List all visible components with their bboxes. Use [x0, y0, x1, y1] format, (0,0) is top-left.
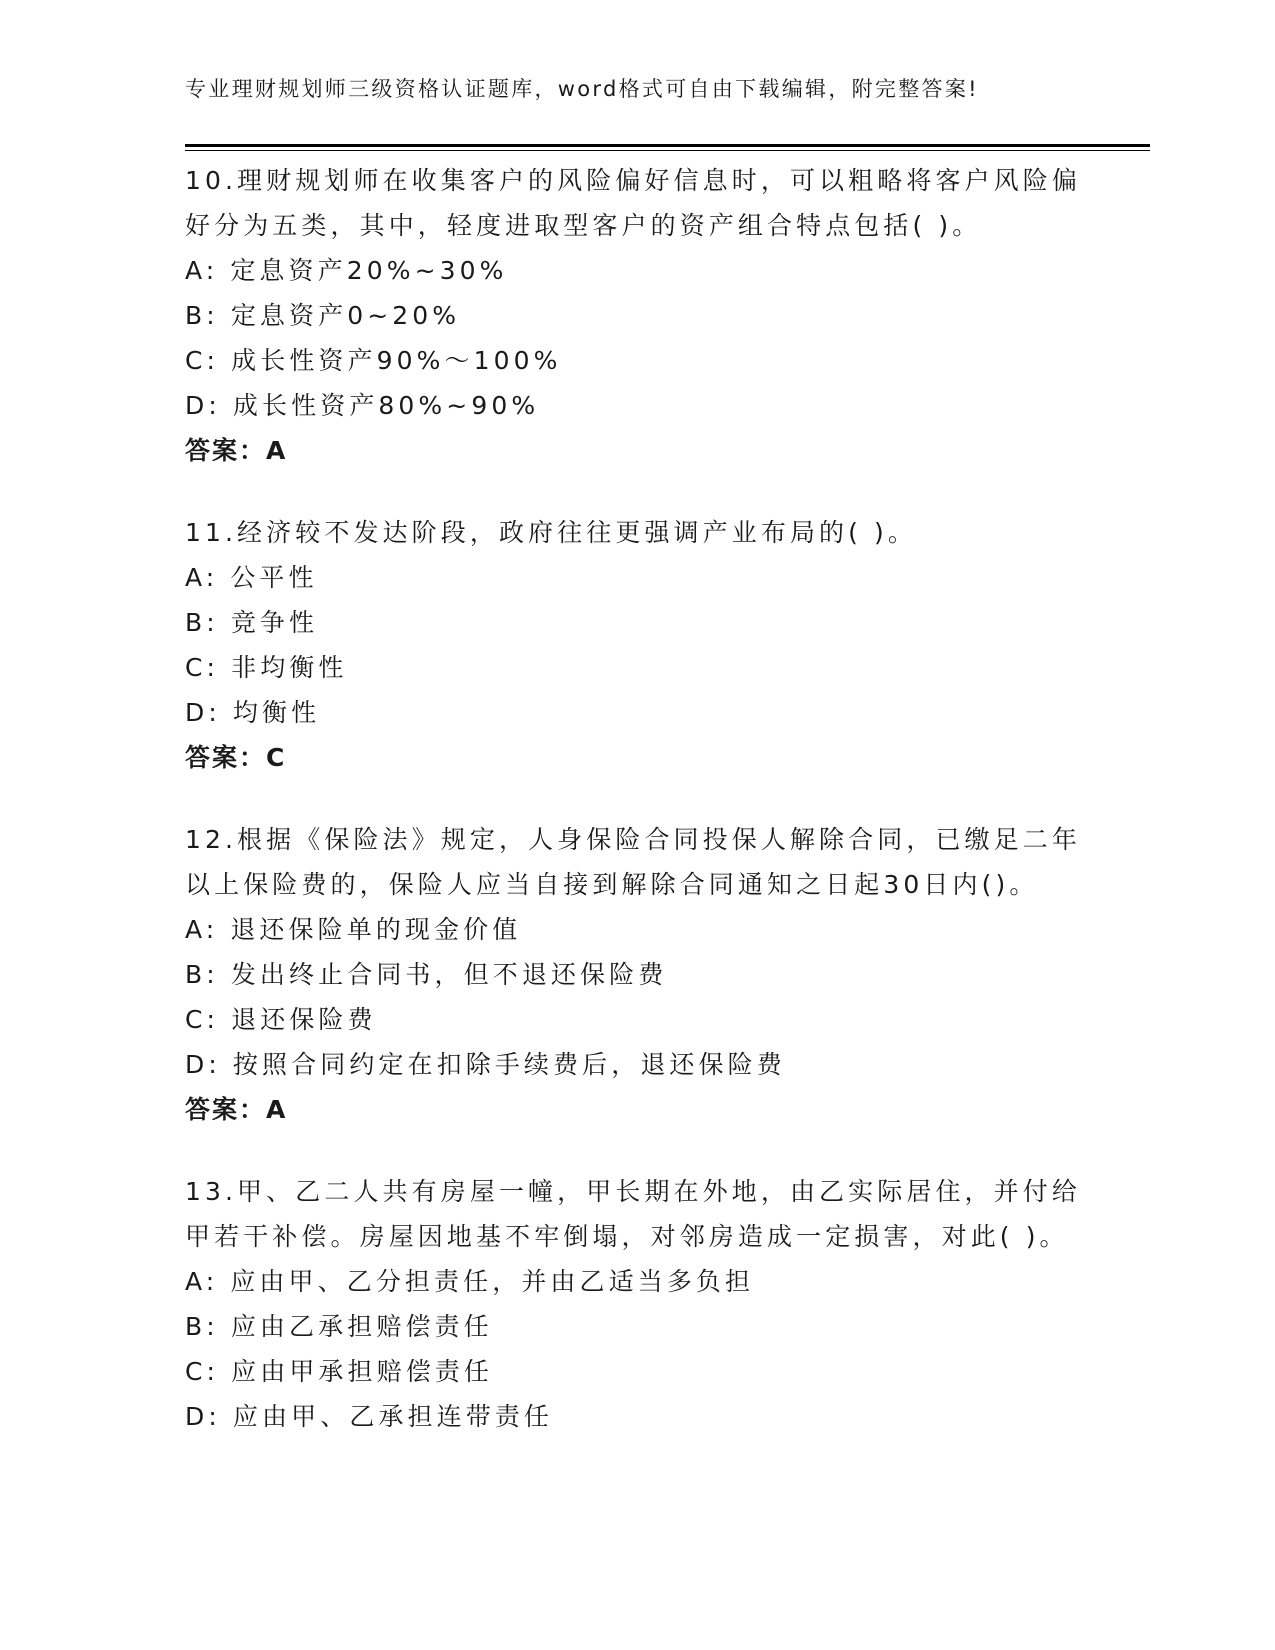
question-12 [185, 817, 1085, 1132]
option-a: A: 定息资产20%~30% [185, 256, 508, 285]
header-rule-thick [185, 144, 1150, 147]
option-a: A: 应由甲、乙分担责任，并由乙适当多负担 [185, 1267, 755, 1296]
option-c: C: 应由甲承担赔偿责任 [185, 1357, 494, 1386]
option-d: D: 成长性资产80%~90% [185, 391, 540, 420]
option-list [185, 907, 1085, 1087]
question-list [185, 158, 1085, 1476]
option-d: D: 应由甲、乙承担连带责任 [185, 1402, 554, 1431]
option-c: C: 成长性资产90%～100% [185, 346, 562, 375]
question-text: 11.经济较不发达阶段，政府往往更强调产业布局的( )。 [185, 518, 918, 547]
option-b: B: 竞争性 [185, 608, 319, 637]
page-header-text: 专业理财规划师三级资格认证题库，word格式可自由下载编辑，附完整答案! [185, 77, 979, 101]
option-list [185, 555, 1085, 735]
header-rule-thin [185, 150, 1150, 151]
option-b: B: 发出终止合同书，但不退还保险费 [185, 960, 668, 989]
option-b: B: 定息资产0~20% [185, 301, 461, 330]
option-list [185, 248, 1085, 428]
option-d: D: 按照合同约定在扣除手续费后，退还保险费 [185, 1050, 786, 1079]
question-text: 13.甲、乙二人共有房屋一幢，甲长期在外地，由乙实际居住，并付给甲若干补偿。房屋因地基不牢倒塌，对邻房造成一定损害，对此( )。 [185, 1177, 1081, 1251]
option-b: B: 应由乙承担赔偿责任 [185, 1312, 493, 1341]
option-a: A: 公平性 [185, 563, 318, 592]
question-13 [185, 1169, 1085, 1439]
answer-line: 答案：C [185, 743, 287, 772]
question-text: 10.理财规划师在收集客户的风险偏好信息时，可以粗略将客户风险偏好分为五类，其中，轻度进取型客户的资产组合特点包括( )。 [185, 166, 1081, 240]
option-a: A: 退还保险单的现金价值 [185, 915, 522, 944]
question-11 [185, 510, 1085, 780]
option-d: D: 均衡性 [185, 698, 321, 727]
question-10 [185, 158, 1085, 473]
answer-line: 答案：A [185, 1095, 288, 1124]
option-list [185, 1259, 1085, 1439]
question-text: 12.根据《保险法》规定，人身保险合同投保人解除合同，已缴足二年以上保险费的，保险人应当自接到解除合同通知之日起30日内()。 [185, 825, 1081, 899]
option-c: C: 退还保险费 [185, 1005, 377, 1034]
answer-line: 答案：A [185, 436, 288, 465]
option-c: C: 非均衡性 [185, 653, 348, 682]
